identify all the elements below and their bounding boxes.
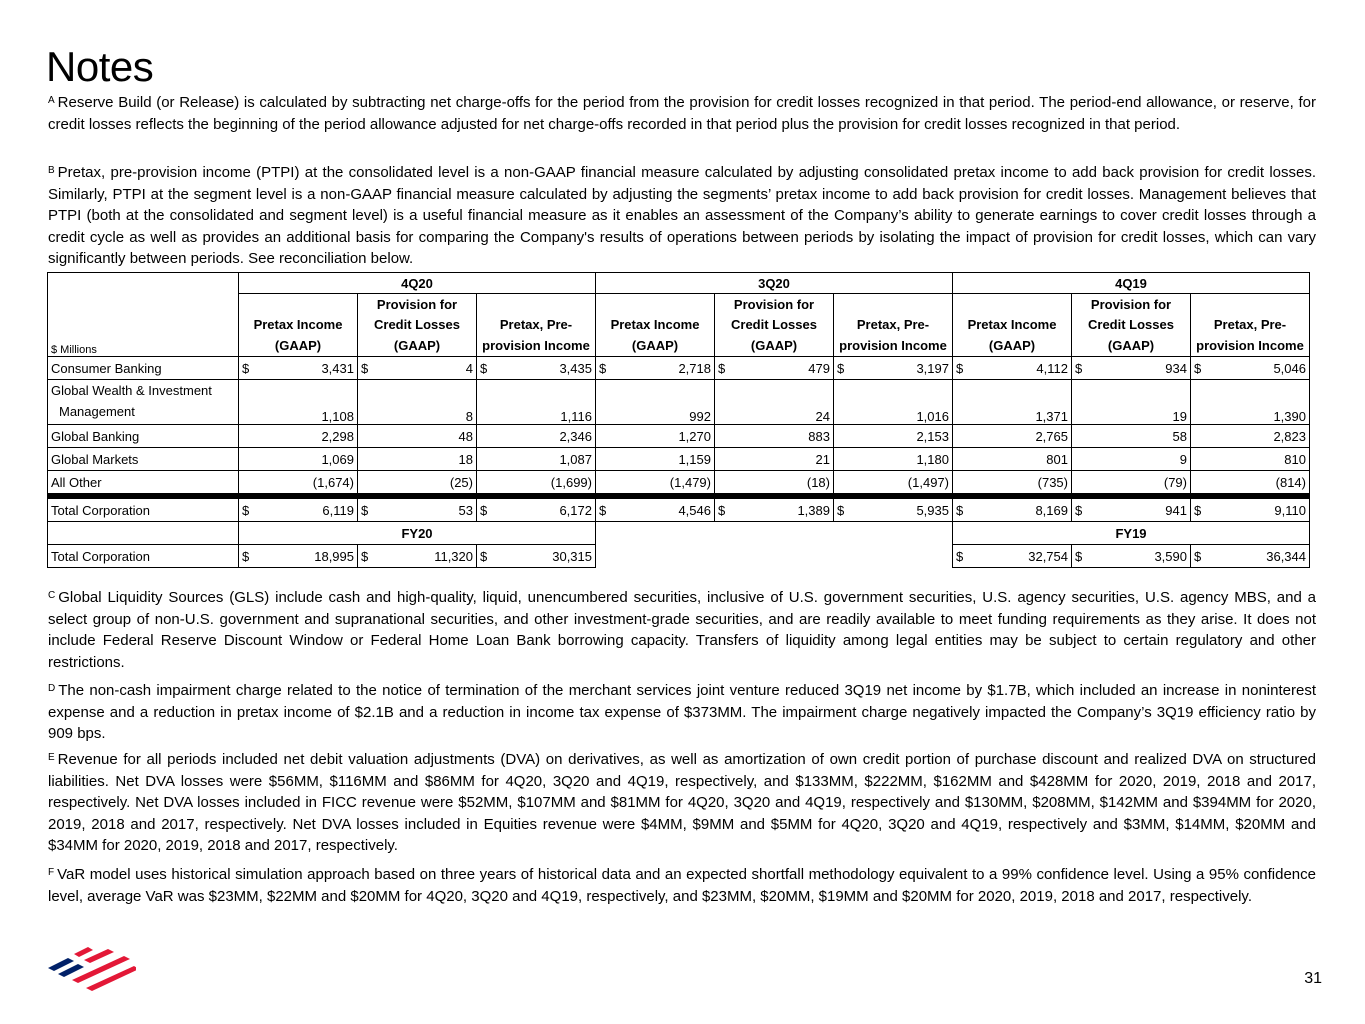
cell-value: 934 [1165, 360, 1187, 376]
units-label: $ Millions [51, 344, 97, 356]
value-cell [477, 357, 596, 380]
cell-value: 6,172 [559, 502, 592, 518]
value-cell [239, 545, 358, 568]
cell-value: (735) [1037, 474, 1068, 490]
value-cell [953, 425, 1072, 448]
cell-value: 1,159 [678, 451, 711, 467]
page-title: Notes [46, 43, 154, 90]
ptpi-col-header [1191, 294, 1310, 357]
cell-value: 1,108 [321, 409, 354, 424]
cell-value: 4,546 [678, 502, 711, 518]
cell-value: 5,935 [916, 502, 949, 518]
value-cell [715, 448, 834, 471]
col-header-line: Pretax, Pre- [499, 317, 573, 332]
cell-value: 18,995 [314, 548, 354, 564]
value-cell [239, 380, 358, 425]
row-label-line: Global Wealth & Investment [51, 383, 212, 398]
row-label: Consumer Banking [48, 357, 239, 380]
value-cell [1072, 425, 1191, 448]
value-cell [477, 425, 596, 448]
value-cell [1072, 380, 1191, 425]
value-cell [715, 471, 834, 497]
ptpi-col-header [834, 294, 953, 357]
pretax-income-col-header [596, 294, 715, 357]
value-cell [1072, 545, 1191, 568]
value-cell [953, 496, 1072, 522]
currency-symbol: $ [599, 502, 607, 518]
cell-value: 2,718 [678, 360, 711, 376]
col-header-line: provision Income [1196, 337, 1304, 353]
cell-value: (814) [1275, 474, 1306, 490]
col-header-line: Pretax, Pre- [856, 317, 930, 332]
currency-symbol: $ [361, 548, 369, 564]
empty-cell [48, 522, 239, 545]
table-row [48, 357, 1310, 380]
value-cell [953, 357, 1072, 380]
footnote-text: Global Liquidity Sources (GLS) include cash and high-quality, liquid, unencumbered securities, inclusive of U.S. government securities, U.S. agency securities, U.S. agency MBS, and a select group of non-U.S. government and supranational securities, and other investment-grade securities, and are readily available to meet funding requirements as they arise. It does not include Federal Reserve Discount Window or Federal Home Loan Bank borrowing capacity. Transfers of liquidity among legal entities may be subject to certain regulatory and other restrictions. [48, 589, 1316, 671]
footnote-marker: F [48, 867, 55, 878]
col-header-line: Pretax, Pre- [1213, 317, 1287, 332]
currency-symbol: $ [480, 502, 488, 518]
ptpi-col-header [477, 294, 596, 357]
cell-value: 1,180 [916, 451, 949, 467]
cell-value: 21 [815, 451, 830, 467]
currency-symbol: $ [1075, 360, 1083, 376]
value-cell [1191, 496, 1310, 522]
fy20-header: FY20 [239, 522, 596, 545]
table-row [48, 471, 1310, 497]
footnote-text: Revenue for all periods included net debit valuation adjustments (DVA) on derivatives, as well as amortization of own credit portion of purchase discount and realized DVA on structured liabilities. Net DVA losses were $56MM, $116MM and $86MM for 4Q20, 3Q20 and 4Q19, respectively, and $133MM, $222MM, $162MM and $428MM for 2020, 2019, 2018 and 2017, respectively. Net DVA losses included in FICC revenue were $52MM, $107MM and $81MM for 4Q20, 3Q20 and 4Q19, respectively and $130MM, $208MM, $142MM and $394MM for 2020, 2019, 2018 and 2017, respectively. Net DVA losses included in Equities revenue were $4MM, $9MM and $5MM for 4Q20, 3Q20 and 4Q19, respectively and $3MM, $14MM, $20MM and $34MM for 2020, 2019, 2018 and 2017, respectively. [48, 751, 1316, 855]
col-header-line: (GAAP) [631, 337, 679, 353]
cell-value: 1,016 [916, 409, 949, 424]
cell-value: (1,497) [907, 474, 949, 490]
currency-symbol: $ [1194, 548, 1202, 564]
footnote-marker: B [48, 165, 55, 176]
table-row [48, 545, 1310, 568]
pretax-income-col-header [953, 294, 1072, 357]
value-cell [1072, 448, 1191, 471]
currency-symbol: $ [956, 502, 964, 518]
value-cell [239, 448, 358, 471]
currency-symbol: $ [242, 360, 250, 376]
col-header-line: provision Income [482, 337, 590, 353]
currency-symbol: $ [480, 548, 488, 564]
value-cell [715, 357, 834, 380]
value-cell [834, 496, 953, 522]
cell-value: 30,315 [552, 548, 592, 564]
period-header: 3Q20 [596, 273, 953, 294]
currency-symbol: $ [599, 360, 607, 376]
value-cell [239, 496, 358, 522]
col-header-line: Provision for [733, 296, 815, 312]
footnote-text: The non-cash impairment charge related to the notice of termination of the merchant services joint venture reduced 3Q19 net income by $1.7B, which included an increase in noninterest expense and a reduction in pretax income of $2.1B and a reduction in income tax expense of $373MM. The impairment charge negatively impacted the Company’s 3Q19 efficiency ratio by 909 bps. [48, 682, 1316, 743]
cell-value: 5,046 [1273, 360, 1306, 376]
cell-value: 1,069 [321, 451, 354, 467]
footnote-a [48, 92, 1316, 135]
row-label: All Other [48, 471, 239, 497]
value-cell [1191, 545, 1310, 568]
value-cell [1072, 357, 1191, 380]
cell-value: 36,344 [1266, 548, 1306, 564]
currency-symbol: $ [718, 502, 726, 518]
cell-value: 58 [1172, 428, 1187, 444]
value-cell [1191, 357, 1310, 380]
footnote-marker: A [48, 95, 55, 106]
col-header-line: Pretax Income [610, 317, 700, 332]
cell-value: 24 [815, 409, 830, 424]
value-cell [477, 448, 596, 471]
col-header-line [837, 295, 949, 316]
cell-value: 8 [465, 409, 473, 424]
cell-value: 479 [808, 360, 830, 376]
cell-value: 2,765 [1035, 428, 1068, 444]
currency-symbol: $ [1194, 360, 1202, 376]
footnote-e [48, 749, 1316, 857]
col-header-line: (GAAP) [988, 337, 1036, 353]
currency-symbol: $ [1194, 502, 1202, 518]
cell-value: (18) [806, 474, 830, 490]
footnote-text: Pretax, pre-provision income (PTPI) at the consolidated level is a non-GAAP financial measure calculated by adjusting consolidated pretax income to add back provision for credit losses. Similarly, PTPI at the segment level is a non-GAAP financial measure calculated by adjusting the segments’ pretax income to add back provision for credit losses. Management believes that PTPI (both at the consolidated and segment level) is a useful financial measure as it enables an assessment of the Company’s ability to generate earnings to cover credit losses through a credit cycle as well as provides an additional basis for comparing the Company's results of operations between periods by isolating the impact of provision for credit losses, which can vary significantly between periods. See reconciliation below. [48, 164, 1316, 268]
value-cell [953, 380, 1072, 425]
currency-symbol: $ [242, 548, 250, 564]
footnote-marker: E [48, 752, 55, 763]
cell-value: 992 [689, 409, 711, 424]
currency-symbol: $ [1075, 502, 1083, 518]
currency-symbol: $ [956, 360, 964, 376]
col-header-line: provision Income [839, 337, 947, 353]
ptpi-reconciliation-table [47, 272, 1310, 568]
currency-symbol: $ [361, 360, 369, 376]
value-cell [358, 357, 477, 380]
value-cell [358, 496, 477, 522]
col-header-line [242, 295, 354, 316]
logo-stripe-red [86, 966, 136, 991]
cell-value: 3,435 [559, 360, 592, 376]
row-label: Total Corporation [48, 496, 239, 522]
row-label: Global Banking [48, 425, 239, 448]
value-cell [596, 471, 715, 497]
fy19-header: FY19 [953, 522, 1310, 545]
cell-value: (1,674) [312, 474, 354, 490]
cell-value: 3,431 [321, 360, 354, 376]
value-cell [1191, 471, 1310, 497]
row-label: Global Markets [48, 448, 239, 471]
col-header-line: Credit Losses [731, 317, 817, 332]
cell-value: 801 [1046, 451, 1068, 467]
value-cell [358, 425, 477, 448]
col-header-line: (GAAP) [1107, 337, 1155, 353]
col-header-line: Provision for [376, 296, 458, 312]
value-cell [596, 425, 715, 448]
footnote-marker: D [48, 683, 56, 694]
units-header-cell [48, 273, 239, 357]
empty-gap [596, 522, 953, 545]
row-label: Total Corporation [48, 545, 239, 568]
table-row [48, 380, 1310, 425]
value-cell [358, 471, 477, 497]
row-label [48, 380, 239, 425]
cell-value: 18 [458, 451, 473, 467]
cell-value: 4 [465, 360, 473, 376]
currency-symbol: $ [480, 360, 488, 376]
value-cell [834, 471, 953, 497]
value-cell [358, 545, 477, 568]
cell-value: 19 [1172, 409, 1187, 424]
cell-value: 9 [1179, 451, 1187, 467]
cell-value: 2,346 [559, 428, 592, 444]
value-cell [477, 545, 596, 568]
col-header-line: Provision for [1090, 296, 1172, 312]
cell-value: (79) [1163, 474, 1187, 490]
value-cell [477, 471, 596, 497]
currency-symbol: $ [837, 502, 845, 518]
cell-value: (1,699) [550, 474, 592, 490]
logo-stripe-red [72, 956, 130, 983]
currency-symbol: $ [956, 548, 964, 564]
provision-col-header [1072, 294, 1191, 357]
footnote-text: VaR model uses historical simulation approach based on three years of historical data and an expected shortfall methodology equivalent to a 99% confidence level. Using a 95% confidence level, average VaR was $23MM, $22MM and $20MM for 4Q20, 3Q20 and 4Q19, respectively, and $23MM, $20MM, $19MM and $20MM for 2020, 2019, 2018 and 2017, respectively. [48, 866, 1316, 905]
value-cell [596, 496, 715, 522]
period-header: 4Q20 [239, 273, 596, 294]
empty-gap [596, 545, 953, 568]
col-header-line: (GAAP) [274, 337, 322, 353]
col-header-line [1194, 295, 1306, 316]
value-cell [953, 545, 1072, 568]
footnote-c [48, 587, 1316, 673]
cell-value: 3,590 [1154, 548, 1187, 564]
cell-value: 4,112 [1036, 360, 1068, 376]
cell-value: 883 [808, 428, 830, 444]
bank-flag-logo [44, 944, 136, 996]
value-cell [834, 448, 953, 471]
col-header-line [599, 295, 711, 316]
page-number: 31 [1304, 970, 1322, 987]
cell-value: (25) [449, 474, 473, 490]
value-cell [239, 471, 358, 497]
col-header-line: (GAAP) [393, 337, 441, 353]
col-header-line: Credit Losses [374, 317, 460, 332]
cell-value: 11,320 [434, 548, 473, 564]
value-cell [1072, 471, 1191, 497]
value-cell [596, 448, 715, 471]
value-cell [834, 380, 953, 425]
value-cell [358, 448, 477, 471]
provision-col-header [358, 294, 477, 357]
provision-col-header [715, 294, 834, 357]
value-cell [715, 496, 834, 522]
col-header-line: Pretax Income [967, 317, 1057, 332]
footnote-d [48, 680, 1316, 745]
value-cell [953, 471, 1072, 497]
period-header: 4Q19 [953, 273, 1310, 294]
value-cell [1191, 448, 1310, 471]
table-row [48, 496, 1310, 522]
value-cell [1072, 496, 1191, 522]
value-cell [239, 425, 358, 448]
col-header-line: Pretax Income [253, 317, 343, 332]
cell-value: (1,479) [669, 474, 711, 490]
cell-value: 810 [1284, 451, 1306, 467]
value-cell [596, 357, 715, 380]
flag-logo-icon [48, 947, 136, 991]
col-header-line [956, 295, 1068, 316]
cell-value: 32,754 [1028, 548, 1068, 564]
col-header-line: Credit Losses [1088, 317, 1174, 332]
fy-header-row [48, 522, 1310, 545]
footnote-f [48, 864, 1316, 907]
table-row [48, 425, 1310, 448]
cell-value: 1,087 [559, 451, 592, 467]
cell-value: 1,270 [678, 428, 711, 444]
value-cell [1191, 425, 1310, 448]
cell-value: 9,110 [1274, 502, 1306, 518]
value-cell [239, 357, 358, 380]
cell-value: 6,119 [322, 502, 354, 518]
cell-value: 2,153 [916, 428, 949, 444]
cell-value: 1,390 [1273, 409, 1306, 424]
col-header-line [480, 295, 592, 316]
cell-value: 2,298 [321, 428, 354, 444]
cell-value: 8,169 [1035, 502, 1068, 518]
currency-symbol: $ [361, 502, 369, 518]
value-cell [1191, 380, 1310, 425]
col-header-line: (GAAP) [750, 337, 798, 353]
cell-value: 53 [458, 502, 473, 518]
value-cell [715, 380, 834, 425]
value-cell [834, 425, 953, 448]
row-label-line: Management [59, 404, 135, 419]
value-cell [358, 380, 477, 425]
footnote-text: Reserve Build (or Release) is calculated by subtracting net charge-offs for the period from the provision for credit losses recognized in that period. The period-end allowance, or reserve, for credit losses reflects the beginning of the period allowance adjusted for net charge-offs recorded in that period plus the provision for credit losses recognized in that period. [48, 94, 1316, 133]
value-cell [477, 496, 596, 522]
value-cell [715, 425, 834, 448]
cell-value: 48 [458, 428, 473, 444]
cell-value: 1,371 [1035, 409, 1068, 424]
currency-symbol: $ [242, 502, 250, 518]
cell-value: 2,823 [1273, 428, 1306, 444]
cell-value: 941 [1165, 502, 1187, 518]
currency-symbol: $ [1075, 548, 1083, 564]
value-cell [953, 448, 1072, 471]
cell-value: 1,116 [560, 409, 592, 424]
cell-value: 1,389 [797, 502, 830, 518]
currency-symbol: $ [837, 360, 845, 376]
value-cell [834, 357, 953, 380]
footnote-marker: C [48, 590, 56, 601]
value-cell [477, 380, 596, 425]
cell-value: 3,197 [916, 360, 949, 376]
pretax-income-col-header [239, 294, 358, 357]
value-cell [596, 380, 715, 425]
currency-symbol: $ [718, 360, 726, 376]
table-row [48, 448, 1310, 471]
logo-stripe-red [74, 947, 93, 957]
footnote-b [48, 162, 1316, 270]
